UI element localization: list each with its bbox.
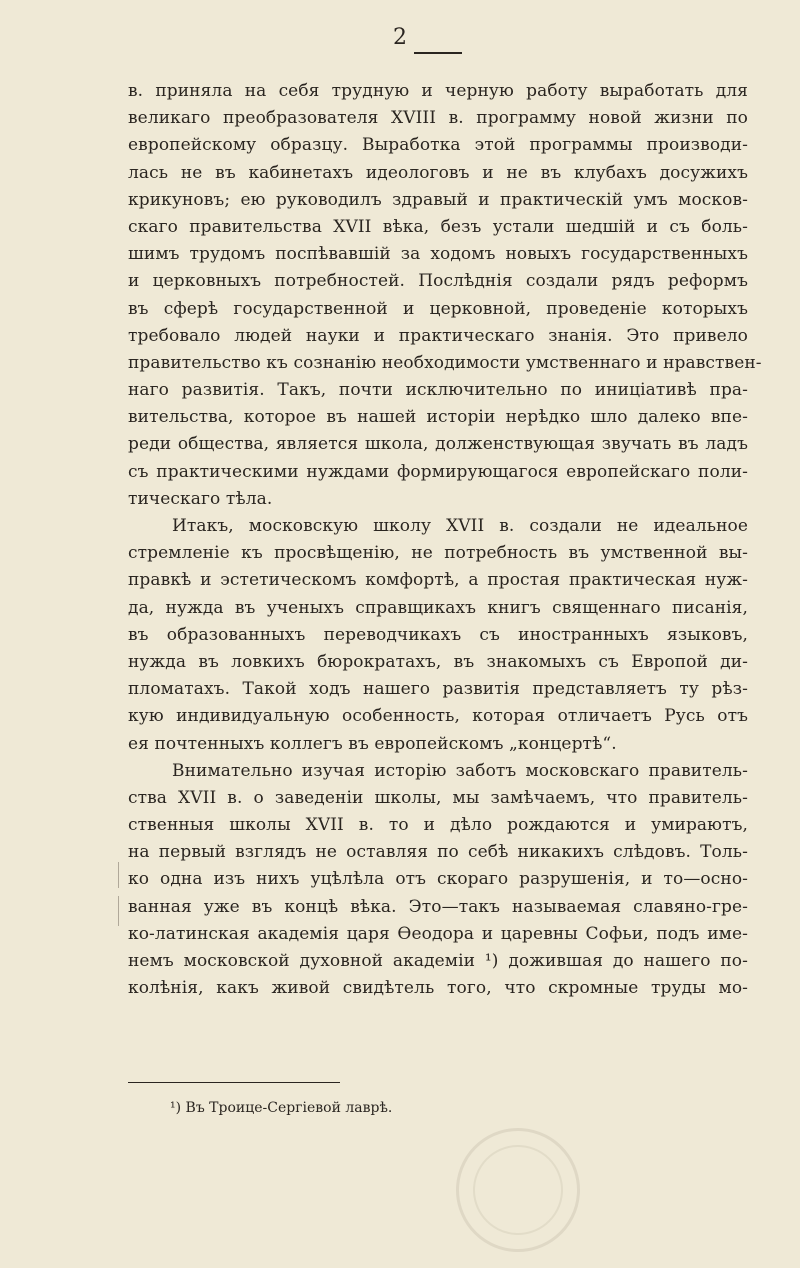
page-number-rule [414, 52, 462, 54]
text-line: колѣнія, какъ живой свидѣтель того, что скромные труды мо- [128, 978, 748, 999]
text-line: да, нужда въ ученыхъ справщикахъ книгъ священнаго писанія, [128, 597, 748, 618]
text-line: наго развитія. Такъ, почти исключительно по иниціативѣ пра- [128, 380, 748, 401]
text-line: ственныя школы XVII в. то и дѣло рождаются и умираютъ, [128, 815, 748, 836]
text-line: Внимательно изучая исторію заботъ московскаго правитель- [172, 760, 748, 781]
library-stamp [440, 1112, 596, 1268]
margin-mark [118, 862, 119, 888]
text-line: ванная уже въ концѣ вѣка. Это—такъ называемая славяно-гре- [128, 896, 748, 917]
text-line: и церковныхъ потребностей. Послѣднія создали рядъ реформъ [128, 271, 748, 292]
text-line: Итакъ, московскую школу XVII в. создали не идеальное [172, 516, 748, 536]
text-line: ства XVII в. о заведеніи школы, мы замѣчаемъ, что правитель- [128, 787, 748, 808]
margin-mark [118, 896, 119, 926]
text-line: в. приняла на себя трудную и черную работу выработать для [128, 81, 748, 101]
footnote-rule [128, 1082, 340, 1083]
text-line: съ практическими нуждами формирующагося европейскаго поли- [128, 461, 748, 482]
text-line: вительства, которое въ нашей исторіи нерѣдко шло далеко впе- [128, 407, 748, 428]
text-line: кую индивидуальную особенность, которая отличаетъ Русь отъ [128, 706, 748, 727]
text-line: требовало людей науки и практическаго знанія. Это привело [128, 325, 748, 346]
text-line: стремленіе къ просвѣщенію, не потребность въ умственной вы- [128, 543, 748, 564]
text-line: великаго преобразователя XVIII в. программу новой жизни по [128, 108, 748, 129]
text-line: ко-латинская академія царя Ѳеодора и царевны Софьи, подъ име- [128, 923, 748, 944]
text-line: въ сферѣ государственной и церковной, проведеніе которыхъ [128, 298, 748, 319]
text-line: скаго правительства XVII вѣка, безъ устали шедшій и съ боль- [128, 216, 748, 237]
text-line: реди общества, является школа, долженствующая звучать въ ладъ [128, 434, 748, 455]
page-number: 2 [393, 25, 407, 50]
text-line: правкѣ и эстетическомъ комфортѣ, а простая практическая нуж- [128, 570, 748, 591]
text-line: немъ московской духовной академіи ¹) дожившая до нашего по- [128, 951, 748, 971]
text-line: въ образованныхъ переводчикахъ съ иностранныхъ языковъ, [128, 624, 748, 645]
library-stamp-inner [461, 1133, 574, 1246]
text-line: правительство къ сознанію необходимости умственнаго и нравствен- [128, 352, 762, 373]
footnote: ¹) Въ Троице-Сергіевой лаврѣ. [170, 1100, 393, 1116]
text-line: ко одна изъ нихъ уцѣлѣла отъ скораго разрушенія, и то—осно- [128, 869, 748, 890]
text-line: европейскому образцу. Выработка этой программы производи- [128, 135, 748, 156]
text-line: ея почтенныхъ коллегъ въ европейскомъ „концертѣ“. [128, 733, 617, 754]
body-text [128, 78, 762, 1002]
text-line: шимъ трудомъ поспѣвавшій за ходомъ новыхъ государственныхъ [128, 244, 748, 265]
text-line: нужда въ ловкихъ бюрократахъ, въ знакомыхъ съ Европой ди- [128, 651, 748, 672]
text-line: на первый взглядъ не оставляя по себѣ никакихъ слѣдовъ. Толь- [128, 842, 748, 863]
text-line: пломатахъ. Такой ходъ нашего развитія представляетъ ту рѣз- [128, 679, 748, 700]
text-line: крикуновъ; ею руководилъ здравый и практическій умъ москов- [128, 189, 748, 210]
text-line: тическаго тѣла. [128, 488, 273, 509]
text-line: лась не въ кабинетахъ идеологовъ и не въ клубахъ досужихъ [128, 162, 748, 183]
